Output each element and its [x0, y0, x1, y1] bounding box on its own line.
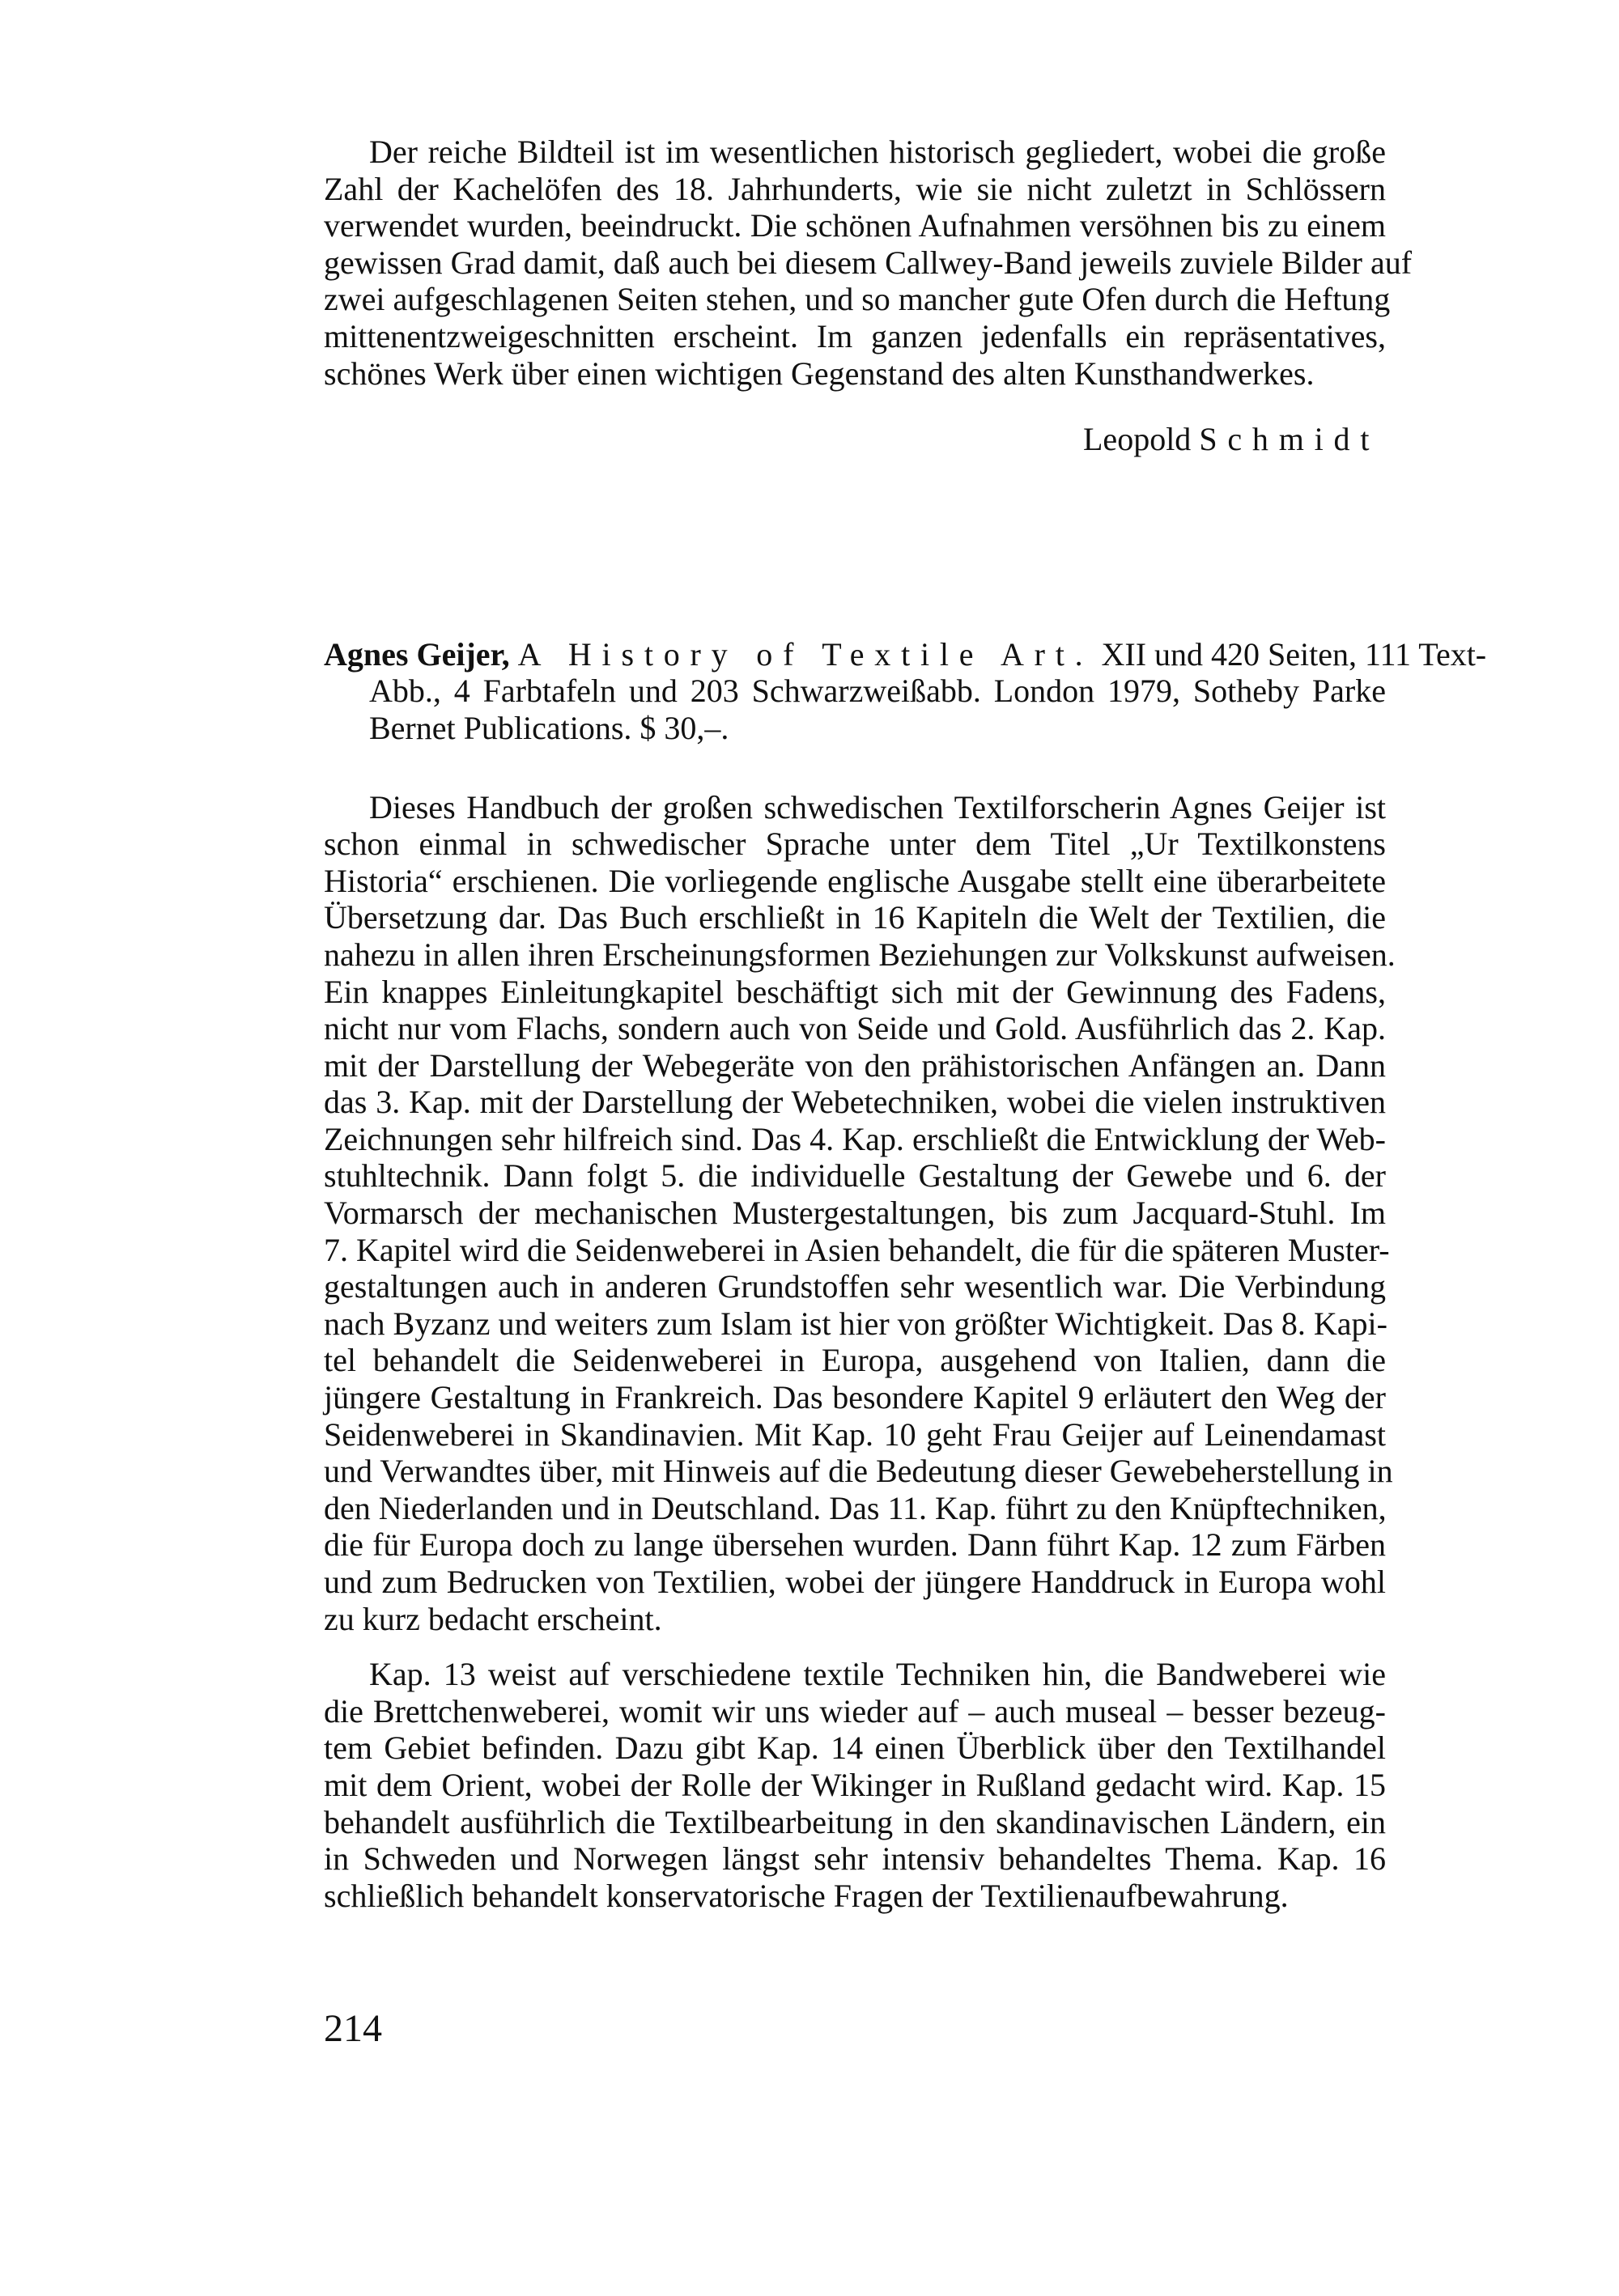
book-author: Agnes Geijer,: [324, 635, 510, 673]
citation-line: Abb., 4 Farbtafeln und 203 Schwarzweißabb. London 1979, Sotheby Parke: [369, 673, 1386, 710]
text-line: verwendet wurden, beeindruckt. Die schönen Aufnahmen versöhnen bis zu einem: [324, 207, 1386, 244]
signature-last-name: Schmidt: [1199, 421, 1380, 458]
text-line: behandelt ausführlich die Textilbearbeitung in den skandinavischen Ländern, ein: [324, 1803, 1386, 1840]
text-line: schon einmal in schwedischer Sprache unter dem Titel „Ur Textilkonstens: [324, 825, 1386, 863]
text-line: Dieses Handbuch der großen schwedischen Textilforscherin Agnes Geijer ist: [369, 788, 1386, 825]
text-line: zwei aufgeschlagenen Seiten stehen, und so mancher gute Ofen durch die Heftung: [324, 281, 1391, 318]
text-line: 7. Kapitel wird die Seidenweberei in Asien behandelt, die für die späteren Muster-: [324, 1231, 1390, 1268]
page-number: 214: [324, 2007, 382, 2051]
citation-details: XII und 420 Seiten, 111 Text-: [1101, 635, 1487, 673]
text-line: den Niederlanden und in Deutschland. Das 11. Kap. führt zu den Knüpftechniken,: [324, 1489, 1387, 1526]
page-column: [324, 134, 1487, 2052]
text-line: nahezu in allen ihren Erscheinungsformen Beziehungen zur Volkskunst aufweisen.: [324, 936, 1396, 973]
review-signature: [324, 421, 1386, 458]
text-line: tel behandelt die Seidenweberei in Europa, ausgehend von Italien, dann die: [324, 1342, 1386, 1379]
signature-first-name: Leopold: [1083, 421, 1192, 458]
text-line: gestaltungen auch in anderen Grundstoffen sehr wesentlich war. Die Verbindung: [324, 1268, 1386, 1305]
citation-line: Bernet Publications. $ 30,–.: [369, 709, 729, 746]
text-line: stuhltechnik. Dann folgt 5. die individuelle Gestaltung der Gewebe und 6. der: [324, 1157, 1386, 1195]
text-line: nach Byzanz und weiters zum Islam ist hier von größter Wichtigkeit. Das 8. Kapi-: [324, 1305, 1387, 1342]
text-line: mit der Darstellung der Webegeräte von den prähistorischen Anfängen an. Dann: [324, 1046, 1386, 1084]
text-line: Übersetzung dar. Das Buch erschließt in 16 Kapiteln die Welt der Textilien, die: [324, 899, 1386, 936]
review1-paragraph: [324, 134, 1413, 392]
text-line: schließlich behandelt konservatorische Fragen der Textilienaufbewahrung.: [324, 1877, 1289, 1914]
text-line: zu kurz bedacht erscheint.: [324, 1600, 662, 1637]
text-line: Zahl der Kachelöfen des 18. Jahrhunderts, wie sie nicht zuletzt in Schlössern: [324, 170, 1386, 207]
text-line: Ein knappes Einleitungkapitel beschäftigt sich mit der Gewinnung des Fadens,: [324, 973, 1386, 1010]
text-line: und Verwandtes über, mit Hinweis auf die Bedeutung dieser Gewebeherstellung in: [324, 1453, 1393, 1490]
text-line: das 3. Kap. mit der Darstellung der Webetechniken, wobei die vielen instruktiven: [324, 1084, 1386, 1121]
text-line: jüngere Gestaltung in Frankreich. Das besondere Kapitel 9 erläutert den Weg der: [324, 1379, 1386, 1416]
text-line: Zeichnungen sehr hilfreich sind. Das 4. Kap. erschließt die Entwicklung der Web-: [324, 1120, 1386, 1157]
text-line: die Brettchenweberei, womit wir uns wieder auf – auch museal – besser bezeug-: [324, 1692, 1386, 1729]
review2-paragraph-1: [324, 788, 1396, 1638]
text-line: in Schweden und Norwegen längst sehr intensiv behandeltes Thema. Kap. 16: [324, 1840, 1386, 1878]
book-title: A History of Textile Art.: [517, 635, 1094, 673]
text-line: tem Gebiet befinden. Dazu gibt Kap. 14 einen Überblick über den Textilhandel: [324, 1729, 1386, 1767]
text-line: nicht nur vom Flachs, sondern auch von Seide und Gold. Ausführlich das 2. Kap.: [324, 1010, 1386, 1047]
text-line: Vormarsch der mechanischen Mustergestaltungen, bis zum Jacquard-Stuhl. Im: [324, 1195, 1386, 1232]
text-line: Kap. 13 weist auf verschiedene textile Techniken hin, die Bandweberei wie: [369, 1656, 1386, 1693]
text-line: und zum Bedrucken von Textilien, wobei der jüngere Handdruck in Europa wohl: [324, 1564, 1386, 1600]
text-line: gewissen Grad damit, daß auch bei diesem Callwey-Band jeweils zuviele Bilder auf: [324, 244, 1413, 281]
text-line: mittenentzweigeschnitten erscheint. Im ganzen jedenfalls ein repräsentatives,: [324, 317, 1386, 354]
text-line: mit dem Orient, wobei der Rolle der Wikinger in Rußland gedacht wird. Kap. 15: [324, 1766, 1386, 1803]
text-line: die für Europa doch zu lange übersehen wurden. Dann führt Kap. 12 zum Färben: [324, 1526, 1386, 1564]
text-line: Seidenweberei in Skandinavien. Mit Kap. 10 geht Frau Geijer auf Leinendamast: [324, 1415, 1386, 1453]
book-citation: [324, 635, 1487, 747]
text-line: Historia“ erschienen. Die vorliegende englische Ausgabe stellt eine überarbeitete: [324, 862, 1386, 899]
review2-paragraph-2: [324, 1656, 1386, 1914]
text-line: schönes Werk über einen wichtigen Gegenstand des alten Kunsthandwerkes.: [324, 354, 1315, 392]
text-line: Der reiche Bildteil ist im wesentlichen historisch gegliedert, wobei die große: [369, 134, 1386, 170]
